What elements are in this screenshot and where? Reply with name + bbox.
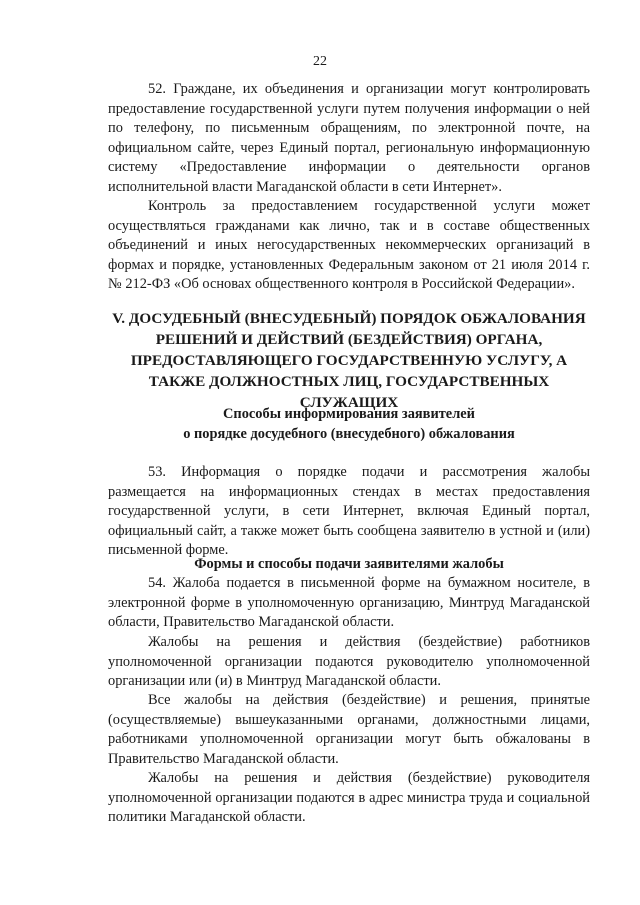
paragraph-54: 54. Жалоба подается в письменной форме на бумажном носителе, в электронной форме в уполномоченную организацию, Минтруд Магаданской области, Правительство Магаданской области.	[108, 575, 590, 630]
paragraph-54-appeal: Все жалобы на действия (бездействие) и решения, принятые (осуществляемые) вышеуказанными органами, должностными лицами, работниками уполномоченной организации могут быть обжалованы в Правительство Магаданской области.	[108, 692, 590, 767]
page-number: 22	[313, 54, 327, 69]
paragraph-52-control: Контроль за предоставлением государственной услуги может осуществляться гражданами как лично, так и в составе общественных объединений и иных негосударственных некоммерческих организаций в формах и порядке, установленных Федеральным законом от 21 июля 2014 г. № 212-ФЗ «Об основах общественного контроля в Российской Федерации».	[108, 198, 590, 292]
section-v-title: V. ДОСУДЕБНЫЙ (ВНЕСУДЕБНЫЙ) ПОРЯДОК ОБЖАЛОВАНИЯ РЕШЕНИЙ И ДЕЙСТВИЙ (БЕЗДЕЙСТВИЯ) ОРГАНА, ПРЕДОСТАВЛЯЮЩЕГО ГОСУДАРСТВЕННУЮ УСЛУГУ, А ТАКЖЕ ДОЛЖНОСТНЫХ ЛИЦ, ГОСУДАРСТВЕННЫХ СЛУЖАЩИХ	[112, 310, 586, 411]
paragraph-54-director: Жалобы на решения и действия (бездействие) руководителя уполномоченной организации подаются в адрес министра труда и социальной политики Магаданской области.	[108, 770, 590, 825]
paragraph-54-employees: Жалобы на решения и действия (бездействие) работников уполномоченной организации подаются руководителю уполномоченной организации или (и) в Минтруд Магаданской области.	[108, 634, 590, 689]
subheading-informing-line1: Способы информирования заявителей	[223, 406, 475, 422]
paragraph-52: 52. Граждане, их объединения и организации могут контролировать предоставление государственной услуги путем получения информации о ней по телефону, по письменным обращениям, по электронной почте, на официальном сайте, через Единый портал, региональную информационную систему «Предоставление информации о деятельности органов исполнительной власти Магаданской области в сети Интернет».	[108, 81, 590, 195]
subheading-informing-line2: о порядке досудебного (внесудебного) обжалования	[183, 426, 515, 442]
subheading-complaint-forms: Формы и способы подачи заявителями жалобы	[194, 556, 504, 572]
paragraph-53: 53. Информация о порядке подачи и рассмотрения жалобы размещается на информационных стендах в местах предоставления государственной услуги, в сети Интернет, включая Единый портал, официальный сайт, а также может быть сообщена заявителю в устной и (или) письменной форме.	[108, 464, 590, 558]
